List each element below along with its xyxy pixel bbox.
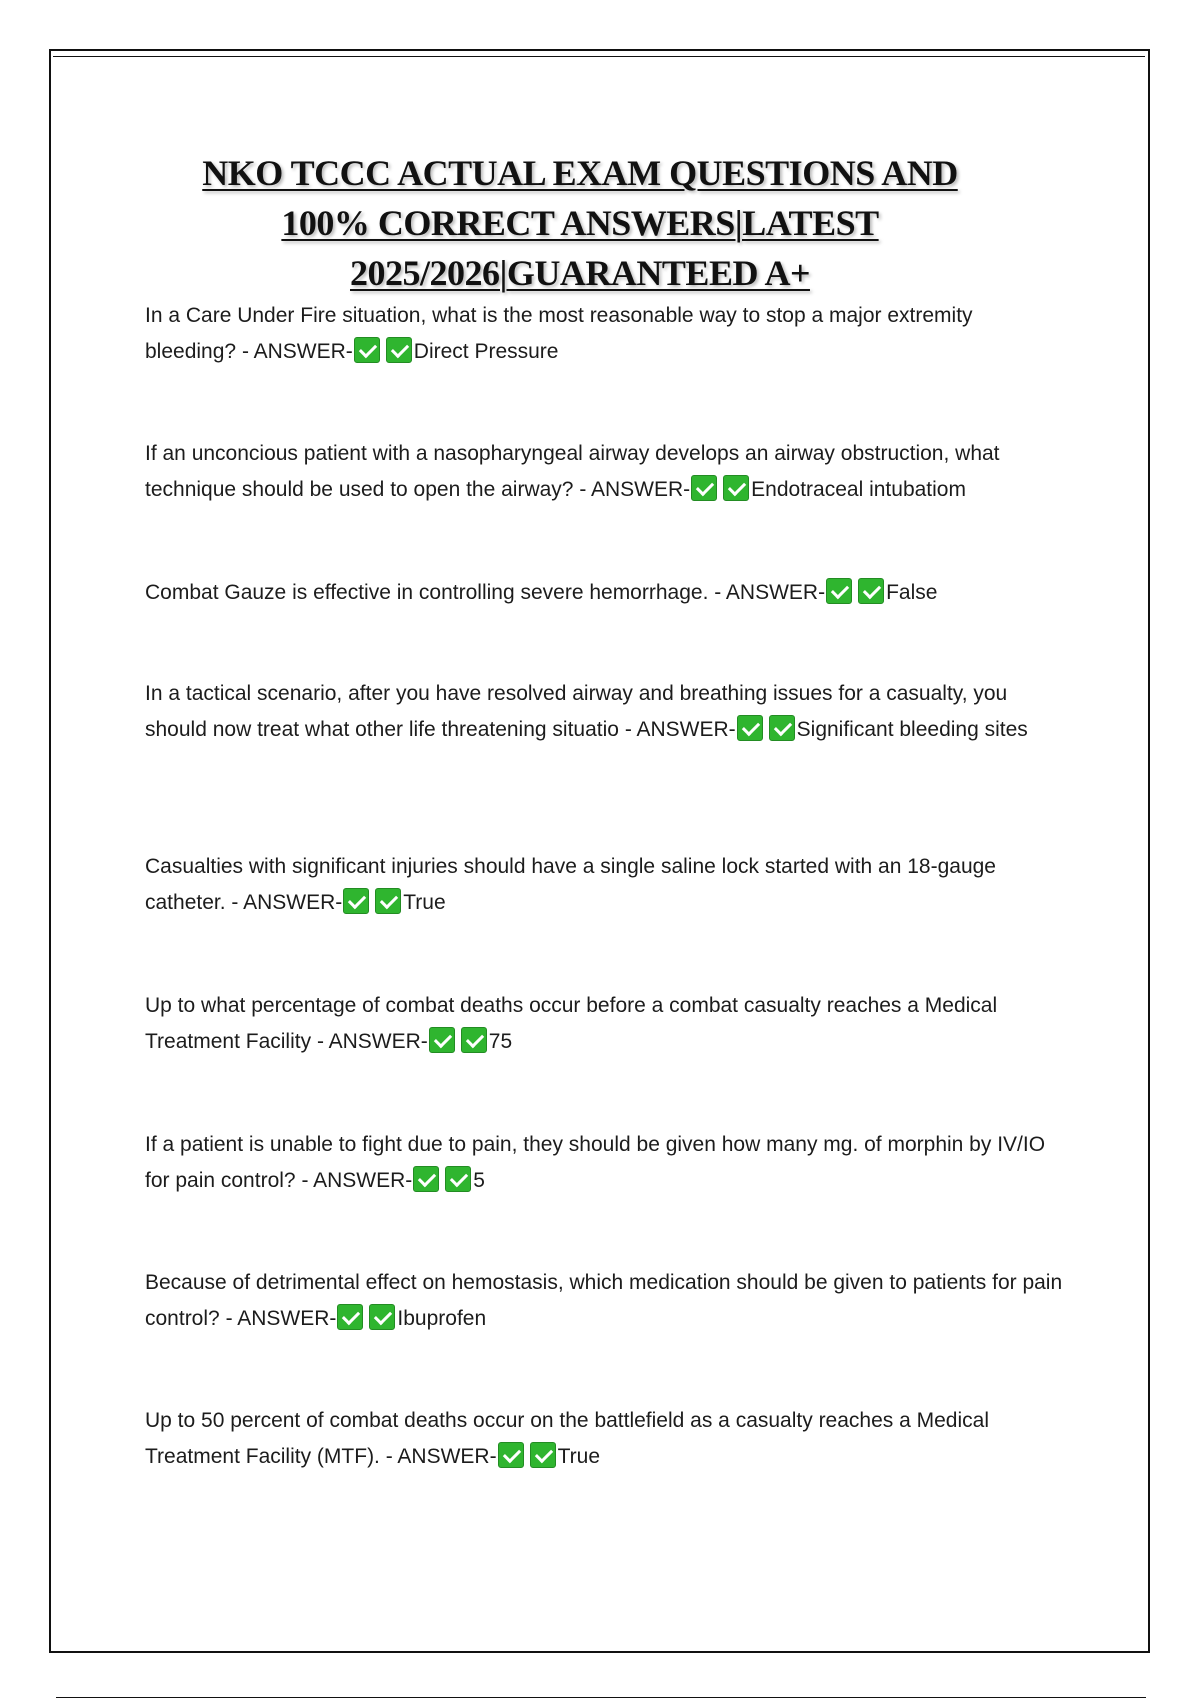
green-check-box-icon [737, 715, 763, 741]
qa-item-3 [145, 575, 1065, 611]
green-check-box-icon [445, 1166, 471, 1192]
green-check-box-icon [769, 715, 795, 741]
qa-item-8 [145, 1265, 1065, 1337]
bottom-rule [56, 1697, 1146, 1698]
answer-text: False [886, 581, 938, 604]
question-text: Combat Gauze is effective in controlling severe hemorrhage. [145, 581, 709, 604]
answer-text: True [557, 1445, 600, 1468]
question-text: If a patient is unable to fight due to pain, they should be given how many mg. of morphin by IV/IO for pain control? [145, 1133, 1046, 1192]
green-check-box-icon [369, 1304, 395, 1330]
answer-marker: - ANSWER- [231, 891, 343, 914]
answer-text: Endotraceal intubatiom [751, 478, 966, 501]
qa-item-7 [145, 1127, 1065, 1199]
qa-item-9 [145, 1403, 1065, 1475]
answer-marker: - ANSWER- [714, 581, 826, 604]
answer-marker: - ANSWER- [301, 1169, 413, 1192]
question-text: In a tactical scenario, after you have resolved airway and breathing issues for a casualty, you should now treat what other life threatening situatio [145, 682, 1008, 741]
answer-marker: - ANSWER- [624, 718, 736, 741]
title-line-1: NKO TCCC ACTUAL EXAM QUESTIONS AND [202, 153, 958, 193]
answer-marker: - ANSWER- [579, 478, 691, 501]
qa-item-5 [145, 849, 1065, 921]
question-text: If an unconcious patient with a nasopharyngeal airway develops an airway obstruction, what technique should be used to open the airway? [145, 442, 1000, 501]
document-title [120, 148, 1040, 298]
page-border-inner-rule [53, 56, 1145, 57]
answer-text: 75 [488, 1030, 513, 1053]
answer-marker: - ANSWER- [316, 1030, 428, 1053]
title-line-3: 2025/2026|GUARANTEED A+ [350, 253, 810, 293]
qa-item-6 [145, 988, 1065, 1060]
answer-text: Direct Pressure [413, 340, 559, 363]
answer-marker: - ANSWER- [225, 1307, 337, 1330]
qa-item-1 [145, 298, 1065, 370]
green-check-box-icon [413, 1166, 439, 1192]
answer-text: Ibuprofen [397, 1307, 487, 1330]
answer-text: 5 [473, 1169, 485, 1192]
title-line-2: 100% CORRECT ANSWERS|LATEST [281, 203, 879, 243]
question-text: Casualties with significant injuries should have a single saline lock started with an 18-gauge catheter. [145, 855, 996, 914]
green-check-box-icon [461, 1027, 487, 1053]
green-check-box-icon [375, 888, 401, 914]
answer-text: True [403, 891, 446, 914]
green-check-box-icon [429, 1027, 455, 1053]
answer-marker: - ANSWER- [385, 1445, 497, 1468]
question-text: Up to what percentage of combat deaths occur before a combat casualty reaches a Medical Treatment Facility [145, 994, 998, 1053]
green-check-box-icon [691, 475, 717, 501]
answer-text: Significant bleeding sites [796, 718, 1028, 741]
green-check-box-icon [386, 337, 412, 363]
green-check-box-icon [498, 1442, 524, 1468]
green-check-box-icon [354, 337, 380, 363]
qa-item-4 [145, 676, 1065, 748]
question-text: Up to 50 percent of combat deaths occur on the battlefield as a casualty reaches a Medical Treatment Facility (MTF). [145, 1409, 989, 1468]
question-text: Because of detrimental effect on hemostasis, which medication should be given to patients for pain control? [145, 1271, 1063, 1330]
green-check-box-icon [530, 1442, 556, 1468]
qa-item-2 [145, 436, 1065, 508]
green-check-box-icon [826, 578, 852, 604]
green-check-box-icon [343, 888, 369, 914]
answer-marker: - ANSWER- [241, 340, 353, 363]
green-check-box-icon [858, 578, 884, 604]
question-text: In a Care Under Fire situation, what is the most reasonable way to stop a major extremity bleeding? [145, 304, 973, 363]
green-check-box-icon [337, 1304, 363, 1330]
green-check-box-icon [723, 475, 749, 501]
